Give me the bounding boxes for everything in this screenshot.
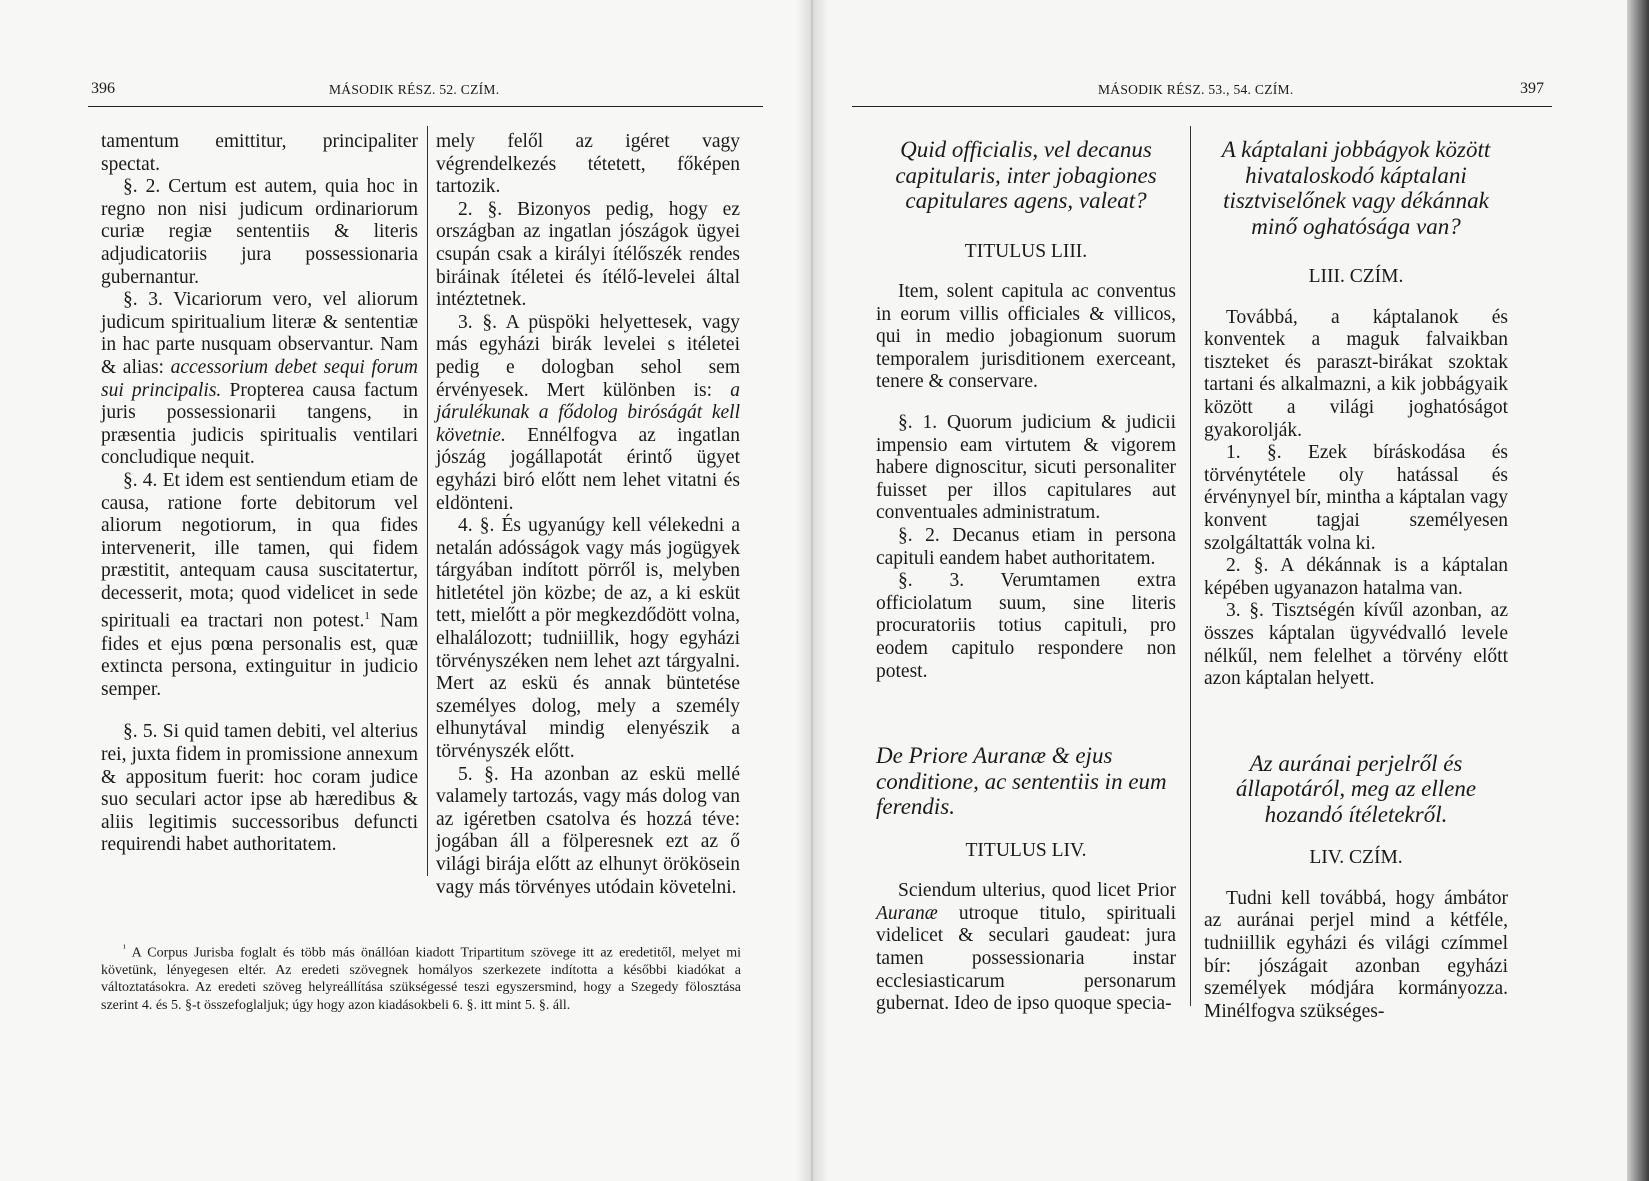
paragraph: mely felől az igéret vagy végrendelkezés tétetett, főképen tartozik. xyxy=(436,131,740,198)
page-number: 396 xyxy=(91,80,115,97)
text: & ejus conditione, ac sententiis in eum ferendis. xyxy=(876,743,1167,820)
maxim: a járulékunak a fődolog biróságát kell követnie. xyxy=(436,379,741,446)
right-page xyxy=(812,0,1649,1181)
running-head: MÁSODIK RÉSZ. 52. CZÍM. xyxy=(329,82,500,97)
footnote-text xyxy=(101,940,741,1014)
column-divider xyxy=(427,126,428,876)
footnote xyxy=(101,940,741,1014)
text: Sciendum ulterius, quod licet Prior xyxy=(898,880,1176,902)
section-heading: TITULUS LIV. xyxy=(965,839,1087,861)
section-heading: LIII. CZÍM. xyxy=(1308,266,1404,287)
hungarian-column xyxy=(1204,137,1508,1023)
paragraph: Továbbá, a káptalanok és konventek a maguk falvaikban tiszteket és paraszt-birákat szoktak tartani és alkalmazni, a kik jobbágyaik között a világi joghatóságot gyakorolják. xyxy=(1204,306,1508,441)
section-title xyxy=(876,743,1176,820)
paragraph: 3. §. Tisztségén kívűl azonban, az összes káptalan ügyvédvalló levele nélkűl, nem felelhet a törvény előtt azon káptalan helyett. xyxy=(1204,600,1508,690)
footnote-body: A Corpus Jurisba foglalt és több más önállóan kiadott Tripartitum szövege itt az eredetitől, melyet mi követünk, lényegesen eltér. Az eredeti szövegnek homályos szerkezete indította a későbbi kiadókat a változtatásokra. Az eredeti szöveg helyreállítása szükségessé teszi egyszersmind, hogy a Szegedy fölosztása szerint 4. és 5. §-t összefoglaljuk; úgy hogy azon kiadásokbeli 6. §. itt mint 5. §. áll. xyxy=(101,945,741,1013)
paragraph: §. 1. Quorum judicium & judicii impensio eam virtutem & vigorem habere dignoscitur, sicuti personaliter fuisset per illos capitulares aut conventuales administratum. xyxy=(876,412,1176,524)
section-title: Quid officialis, vel decanus capitularis, inter jobagiones capitulares agens, valeat? xyxy=(895,137,1157,213)
text: Ennélfogva az ingatlan jószág jogállapotát érintő ügyet egyházi biró előtt nem lehet vitatni és eldönteni. xyxy=(436,424,741,514)
text: Auranæ xyxy=(973,743,1046,769)
paragraph: §. 2. Decanus etiam in persona capituli eandem habet authoritatem. xyxy=(876,525,1176,569)
text: §. 3. Vicariorum vero, vel aliorum judicum spiritualium literæ & sententiæ in hac parte nusquam observantur. Nam & alias: xyxy=(101,289,418,378)
paragraph: 4. §. És ugyanúgy kell vélekedni a netalán adósságok vagy más jogügyek tárgyában indított pörről is, melyben hitletétel jön közbe; de az, a ki esküt tett, mielőtt a pör megkezdődött volna, elhalálozott; tudniillik, hogy egyházi törvényszéken nem lehet azt tárgyalni. Mert az eskü és annak büntetése személyes dolog, mely a személy elhunytával mindig elenyészik a törvényszék előtt. xyxy=(436,515,740,763)
paragraph: §. 2. Certum est autem, quia hoc in regno non nisi judicum ordinariorum curiæ regiæ sententiis & literis adjudicatoriis jura possessionaria gubernantur. xyxy=(101,176,418,288)
paragraph: 2. §. Bizonyos pedig, hogy ez országban az ingatlan jószágok ügyei csupán csak a királyi ítélőszék rendes biráinak ítéletei és ítélő-levelei által intéztetnek. xyxy=(436,198,740,311)
paragraph: tamentum emittitur, principaliter spectat. xyxy=(101,131,418,175)
section-heading: TITULUS LIII. xyxy=(964,240,1088,262)
paragraph xyxy=(436,312,740,515)
hungarian-column xyxy=(436,131,740,899)
paragraph xyxy=(101,289,418,470)
latin-column xyxy=(876,137,1176,1016)
paragraph: Item, solent capitula ac conventus in eorum villis officiales & villicos, qui in medio jobagionum suorum temporalem jurisditionem exerceant, tenere & conservare. xyxy=(876,281,1176,393)
page-edge-shadow xyxy=(1627,0,1649,1181)
maxim: accessorium debet sequi forum sui principalis. xyxy=(101,356,418,401)
footnote-ref: 1 xyxy=(364,610,370,623)
paragraph xyxy=(101,470,418,701)
paragraph: 5. §. Ha azonban az eskü mellé valamely tartozás, vagy más dolog van az igéretben csatolva és hozzá téve: jogában áll a fölperesnek ezt az ő világi birája előtt az elhunyt örökösein vagy más törvényes utódain követelni. xyxy=(436,763,740,898)
paragraph: Tudni kell továbbá, hogy ámbátor az auránai perjel mind a kétféle, tudniillik egyházi és világi czímmel bír: jószágait azonban egyházi személyek módjára kormányozza. Minélfogva szükséges- xyxy=(1204,887,1508,1022)
section-title: Az auránai perjelről és állapotáról, meg az ellene hozandó ítéletekről. xyxy=(1235,750,1477,827)
left-page xyxy=(0,0,812,1181)
paragraph: §. 5. Si quid tamen debiti, vel alterius rei, juxta fidem in promissione annexum & appositum fuerit: hoc coram judice suo seculari actor ipse ab hæredibus & aliis legitimis successoribus defuncti requirendi habet authoritatem. xyxy=(101,721,418,856)
paragraph: 2. §. A dékánnak is a káptalan képében ugyanazon hatalma van. xyxy=(1204,555,1508,599)
paragraph xyxy=(876,880,1176,1016)
page-number: 397 xyxy=(1520,80,1544,97)
text: §. 4. Et idem est sentiendum etiam de causa, ratione forte debitorum vel aliorum negotiorum, in qua fides intervenerit, ille tamen, qui fidem præstitit, antequam causa suscitatertur, decesserit, mota; quod videlicet in sede spirituali ea tractari non potest. xyxy=(101,469,418,632)
place-name: Auranæ xyxy=(876,902,938,924)
paragraph: §. 3. Verumtamen extra officiolatum suum, sine literis procuratoriis totius capituli, pro eodem capitulo respondere non potest. xyxy=(876,570,1176,682)
footnote-mark: ¹ xyxy=(123,943,126,954)
header-rule xyxy=(852,106,1552,107)
section-heading: LIV. CZÍM. xyxy=(1309,847,1403,869)
running-head: MÁSODIK RÉSZ. 53., 54. CZÍM. xyxy=(1098,82,1294,97)
column-divider xyxy=(1190,126,1191,1006)
text: utroque titulo, spirituali videlicet & seculari gaudeat: jura tamen possessionaria instar ecclesiasticarum personarum gubernat. Ideo de ipso quoque specia- xyxy=(876,902,1176,1015)
text: Nam fides et ejus pœna personalis est, quæ extincta persona, extinguitur in judicio semper. xyxy=(101,610,419,700)
paragraph: 1. §. Ezek bíráskodása és törvénytétele oly hatással és érvénynyel bír, mintha a káptalan vagy konvent tagjai személyesen szolgáltatták volna ki. xyxy=(1204,442,1508,554)
header-rule xyxy=(88,106,763,107)
text: 3. §. A püspöki helyettesek, vagy más egyházi birák levelei s itéletei pedig e dologban sehol sem érvényesek. Mert különben is: xyxy=(436,311,740,401)
text: De Priore xyxy=(876,743,968,769)
text: Propterea causa factum juris possessionarii tangens, in præsentia judicis spiritualis ventilari concludique nequit. xyxy=(101,379,418,469)
latin-column xyxy=(101,131,418,857)
section-title: A káptalani jobbágyok között hivataloskodó káptalani tisztviselőnek vagy dékánnak minő oghatósága van? xyxy=(1221,137,1491,239)
